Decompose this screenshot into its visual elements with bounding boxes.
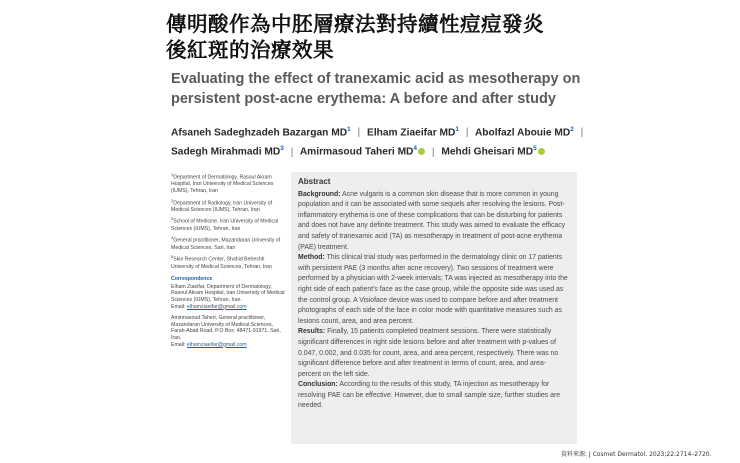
affiliation-item: $^3$School of Medicine, Iran University of Medical Sciences (IUMS), Tehran, Iran [171, 216, 279, 232]
orcid-icon[interactable] [418, 148, 425, 155]
author-separator: | [357, 127, 361, 139]
author-affil-sup: 1 [347, 126, 351, 133]
author-separator: | [465, 127, 469, 139]
abstract-method: Method: This clinical trial study was performed in the dermatology clinic on 17 patients with persistent PAE (3 months after acne recovery). Two sessions of treatment were performed by a physician with 2-week intervals; TA was injected as mesotherapy into the right side of each patient's face as the case group, while the opposite side was used as the control group. A Visioface device was used to compare before and after treatment photographs of each side of the face in color mode with quantitative measures such as lesions count, area, and area percent. [298, 254, 568, 325]
abstract-box [291, 172, 577, 444]
author-name: Amirmasoud Taheri MD [299, 146, 414, 158]
source-citation: 資料來源: J Cosmet Dermatol. 2023;22:2714–2720. [561, 451, 712, 458]
author-name: Mehdi Gheisari MD [441, 146, 534, 158]
orcid-icon[interactable] [538, 148, 545, 155]
author-name: Sadegh Mirahmadi MD [171, 146, 281, 158]
chinese-title-line-1: 傳明酸作為中胚層療法對持續性痘痘發炎 [166, 12, 544, 36]
correspondence-heading: Correspondence [171, 276, 213, 283]
author-list [171, 122, 591, 161]
affiliation-item: $^5$Skin Research Center, Shahid Beheshti University of Medical Sciences, Tehran, Iran [171, 254, 272, 270]
author-line-2 [171, 141, 591, 160]
author-affil-sup: 4 [413, 145, 418, 153]
author-separator: | [580, 127, 584, 139]
affiliation-item: $^2$Department of Radiology, Iran University of Medical Sciences (IUMS), Tehran, Iran [171, 197, 273, 213]
author-separator: | [431, 146, 435, 158]
author-name: Elham Ziaeifar MD [367, 127, 456, 139]
author-name: Abolfazl Abouie MD [474, 127, 571, 139]
author-affil-sup: 5 [533, 145, 537, 153]
paper-title-line-1: Evaluating the effect of tranexamic acid as mesotherapy on [171, 71, 581, 87]
abstract-conclusion: Conclusion: According to the results of this study, TA injection as mesotherapy for resolving PAE can be effective. However, due to small sample size, further studies are needed. [298, 381, 561, 410]
correspondence-email-2-row: Email: elhamziaeifar@gmail.com [171, 341, 247, 348]
author-affil-sup: 1 [455, 126, 459, 133]
affiliation-item: $^1$Department of Dermatology, Rasoul Akram Hospital, Iran University of Medical Sciences (IUMS), Tehran, Iran [171, 172, 274, 194]
correspondence-email-1-row: Email: elhamziaeifar@gmail.com [171, 303, 247, 310]
correspondence-block-1: Elham Ziaeifar, Department of Dermatology, Rasoul Akram Hospital, Iran University of Medical Sciences (IUMS), Tehran, Iran. [171, 283, 285, 303]
correspondence-block-2: Amirmasoud Taheri, General practitioner, Mazandaran University of Medical Sciences, Farah-Abad Road, P.O Box: 48471-91971, Sari, Iran. [171, 315, 281, 341]
affiliation-item: $^4$General practitioner, Mazandaran University of Medical Sciences, Sari, Iran [171, 235, 281, 251]
email-link[interactable]: elhamziaeifar@gmail.com [186, 303, 247, 310]
chinese-title [166, 11, 544, 63]
author-affil-sup: 2 [570, 126, 574, 133]
paper-title-line-2: persistent post-acne erythema: A before and after study [171, 91, 556, 107]
author-line-1 [171, 122, 591, 141]
author-separator: | [290, 146, 294, 158]
paper-title [171, 69, 586, 109]
abstract-results: Results: Finally, 15 patients completed treatment sessions. There were statistically significant differences in right side lesions before and after treatment with p-values of 0.047, 0.002, and 0.035 for count, area, and area percent, respectively. There was no significant difference before and after treatment in terms of count, area, and area-percent on the left side. [298, 328, 559, 378]
chinese-title-line-2: 後紅斑的治療效果 [166, 38, 334, 62]
author-name: Afsaneh Sadeghzadeh Bazargan MD [171, 127, 348, 139]
abstract-heading: Abstract [298, 177, 331, 186]
affiliations-column [171, 172, 286, 348]
abstract-background: Background: Acne vulgaris is a common skin disease that is more common in young population and it can be associated with some sequels after resolving the lesions. Post-inflammatory erythema is one of these complications that can be disturbing for patients and does not have any definite treatment. This study was aimed to evaluate the efficacy and safety of tranexamic acid (TA) as mesotherapy in treatment of post-acne erythema (PAE) treatment. [298, 190, 566, 251]
author-affil-sup: 3 [280, 145, 284, 153]
email-link[interactable]: elhamziaeifar@gmail.com [186, 341, 247, 348]
